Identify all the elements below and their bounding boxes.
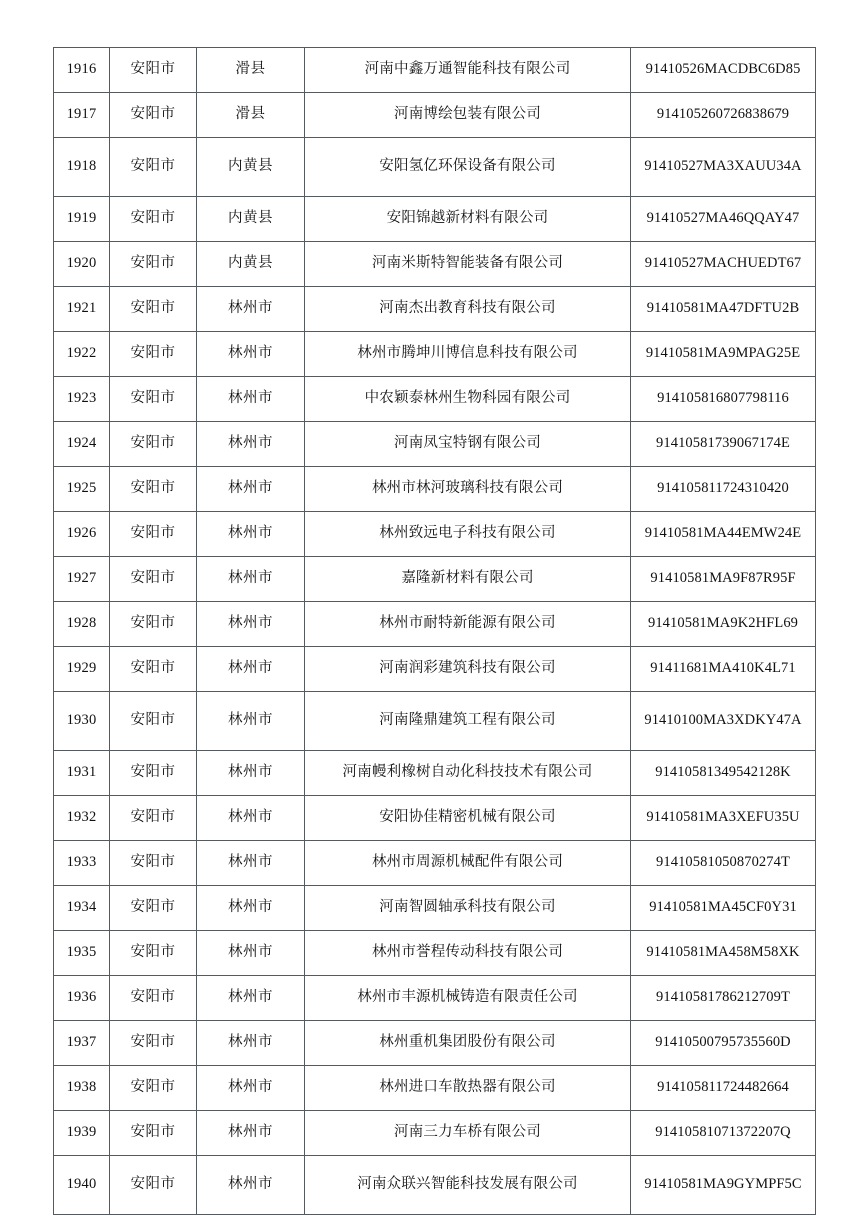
- cell-sequence-number: 1939: [54, 1111, 110, 1156]
- cell-county: 内黄县: [197, 242, 305, 287]
- cell-city: 安阳市: [110, 287, 197, 332]
- cell-city: 安阳市: [110, 602, 197, 647]
- cell-sequence-number: 1930: [54, 692, 110, 751]
- cell-county: 林州市: [197, 512, 305, 557]
- cell-county: 林州市: [197, 841, 305, 886]
- cell-company-name: 河南幔利橡树自动化科技技术有限公司: [305, 751, 631, 796]
- cell-city: 安阳市: [110, 138, 197, 197]
- cell-county: 内黄县: [197, 197, 305, 242]
- table-row: [54, 976, 816, 1021]
- table-row: [54, 931, 816, 976]
- cell-company-name: 河南中鑫万通智能科技有限公司: [305, 48, 631, 93]
- cell-unified-social-credit-code: 91410527MA46QQAY47: [631, 197, 816, 242]
- cell-county: 林州市: [197, 931, 305, 976]
- cell-sequence-number: 1918: [54, 138, 110, 197]
- table-row: [54, 422, 816, 467]
- cell-company-name: 河南博绘包装有限公司: [305, 93, 631, 138]
- cell-unified-social-credit-code: 91410500795735560D: [631, 1021, 816, 1066]
- cell-sequence-number: 1932: [54, 796, 110, 841]
- cell-county: 林州市: [197, 647, 305, 692]
- cell-unified-social-credit-code: 91410527MA3XAUU34A: [631, 138, 816, 197]
- cell-company-name: 林州市誉程传动科技有限公司: [305, 931, 631, 976]
- cell-sequence-number: 1935: [54, 931, 110, 976]
- table-row: [54, 1021, 816, 1066]
- cell-city: 安阳市: [110, 886, 197, 931]
- cell-unified-social-credit-code: 91410581MA3XEFU35U: [631, 796, 816, 841]
- cell-unified-social-credit-code: 91410581MA47DFTU2B: [631, 287, 816, 332]
- cell-county: 林州市: [197, 287, 305, 332]
- cell-county: 林州市: [197, 1111, 305, 1156]
- cell-company-name: 河南三力车桥有限公司: [305, 1111, 631, 1156]
- cell-sequence-number: 1927: [54, 557, 110, 602]
- cell-city: 安阳市: [110, 1021, 197, 1066]
- cell-county: 林州市: [197, 557, 305, 602]
- cell-company-name: 林州市丰源机械铸造有限责任公司: [305, 976, 631, 1021]
- table-row: [54, 841, 816, 886]
- cell-county: 林州市: [197, 1066, 305, 1111]
- cell-county: 滑县: [197, 48, 305, 93]
- cell-county: 林州市: [197, 467, 305, 512]
- cell-unified-social-credit-code: 91410581071372207Q: [631, 1111, 816, 1156]
- table-row: [54, 197, 816, 242]
- cell-sequence-number: 1940: [54, 1156, 110, 1215]
- cell-sequence-number: 1928: [54, 602, 110, 647]
- table-row: [54, 93, 816, 138]
- cell-unified-social-credit-code: 91410581349542128K: [631, 751, 816, 796]
- cell-unified-social-credit-code: 91410526MACDBC6D85: [631, 48, 816, 93]
- cell-city: 安阳市: [110, 931, 197, 976]
- table-row: [54, 1111, 816, 1156]
- cell-sequence-number: 1923: [54, 377, 110, 422]
- cell-city: 安阳市: [110, 512, 197, 557]
- cell-sequence-number: 1929: [54, 647, 110, 692]
- table-row: [54, 602, 816, 647]
- cell-unified-social-credit-code: 91410581MA9K2HFL69: [631, 602, 816, 647]
- cell-sequence-number: 1919: [54, 197, 110, 242]
- cell-company-name: 中农颖泰林州生物科园有限公司: [305, 377, 631, 422]
- cell-company-name: 嘉隆新材料有限公司: [305, 557, 631, 602]
- cell-sequence-number: 1933: [54, 841, 110, 886]
- cell-city: 安阳市: [110, 751, 197, 796]
- cell-county: 林州市: [197, 692, 305, 751]
- table-row: [54, 467, 816, 512]
- cell-county: 林州市: [197, 886, 305, 931]
- table-body: [54, 48, 816, 1215]
- cell-unified-social-credit-code: 914105260726838679: [631, 93, 816, 138]
- cell-company-name: 河南米斯特智能装备有限公司: [305, 242, 631, 287]
- table-row: [54, 48, 816, 93]
- cell-company-name: 河南众联兴智能科技发展有限公司: [305, 1156, 631, 1215]
- cell-sequence-number: 1924: [54, 422, 110, 467]
- registry-table-container: [53, 47, 815, 1215]
- cell-city: 安阳市: [110, 841, 197, 886]
- table-row: [54, 1156, 816, 1215]
- cell-county: 林州市: [197, 377, 305, 422]
- table-row: [54, 647, 816, 692]
- cell-city: 安阳市: [110, 242, 197, 287]
- cell-unified-social-credit-code: 91410581050870274T: [631, 841, 816, 886]
- cell-city: 安阳市: [110, 332, 197, 377]
- cell-unified-social-credit-code: 91411681MA410K4L71: [631, 647, 816, 692]
- cell-company-name: 安阳氢亿环保设备有限公司: [305, 138, 631, 197]
- cell-company-name: 林州市周源机械配件有限公司: [305, 841, 631, 886]
- cell-company-name: 河南杰出教育科技有限公司: [305, 287, 631, 332]
- cell-sequence-number: 1931: [54, 751, 110, 796]
- cell-sequence-number: 1937: [54, 1021, 110, 1066]
- cell-unified-social-credit-code: 914105811724310420: [631, 467, 816, 512]
- table-row: [54, 1066, 816, 1111]
- cell-company-name: 林州市耐特新能源有限公司: [305, 602, 631, 647]
- cell-company-name: 林州进口车散热器有限公司: [305, 1066, 631, 1111]
- cell-unified-social-credit-code: 91410581MA9MPAG25E: [631, 332, 816, 377]
- table-row: [54, 512, 816, 557]
- cell-unified-social-credit-code: 91410527MACHUEDT67: [631, 242, 816, 287]
- cell-unified-social-credit-code: 91410100MA3XDKY47A: [631, 692, 816, 751]
- cell-sequence-number: 1916: [54, 48, 110, 93]
- cell-city: 安阳市: [110, 647, 197, 692]
- cell-sequence-number: 1925: [54, 467, 110, 512]
- cell-county: 滑县: [197, 93, 305, 138]
- cell-city: 安阳市: [110, 796, 197, 841]
- table-row: [54, 287, 816, 332]
- cell-unified-social-credit-code: 914105816807798116: [631, 377, 816, 422]
- cell-city: 安阳市: [110, 1066, 197, 1111]
- table-row: [54, 557, 816, 602]
- cell-sequence-number: 1921: [54, 287, 110, 332]
- cell-company-name: 河南润彩建筑科技有限公司: [305, 647, 631, 692]
- cell-county: 林州市: [197, 332, 305, 377]
- cell-city: 安阳市: [110, 48, 197, 93]
- cell-sequence-number: 1936: [54, 976, 110, 1021]
- cell-company-name: 河南凤宝特钢有限公司: [305, 422, 631, 467]
- cell-company-name: 林州市腾坤川博信息科技有限公司: [305, 332, 631, 377]
- table-row: [54, 377, 816, 422]
- cell-city: 安阳市: [110, 197, 197, 242]
- cell-city: 安阳市: [110, 1111, 197, 1156]
- table-row: [54, 796, 816, 841]
- cell-sequence-number: 1926: [54, 512, 110, 557]
- cell-sequence-number: 1938: [54, 1066, 110, 1111]
- cell-unified-social-credit-code: 91410581MA45CF0Y31: [631, 886, 816, 931]
- cell-company-name: 林州重机集团股份有限公司: [305, 1021, 631, 1066]
- cell-company-name: 安阳协佳精密机械有限公司: [305, 796, 631, 841]
- table-row: [54, 332, 816, 377]
- table-row: [54, 751, 816, 796]
- cell-sequence-number: 1934: [54, 886, 110, 931]
- cell-city: 安阳市: [110, 377, 197, 422]
- cell-unified-social-credit-code: 91410581MA9GYMPF5C: [631, 1156, 816, 1215]
- cell-company-name: 安阳锦越新材料有限公司: [305, 197, 631, 242]
- cell-county: 林州市: [197, 1021, 305, 1066]
- cell-city: 安阳市: [110, 93, 197, 138]
- cell-sequence-number: 1922: [54, 332, 110, 377]
- cell-county: 林州市: [197, 422, 305, 467]
- cell-county: 林州市: [197, 796, 305, 841]
- cell-sequence-number: 1917: [54, 93, 110, 138]
- table-row: [54, 886, 816, 931]
- cell-company-name: 林州致远电子科技有限公司: [305, 512, 631, 557]
- cell-city: 安阳市: [110, 422, 197, 467]
- cell-unified-social-credit-code: 914105811724482664: [631, 1066, 816, 1111]
- cell-company-name: 河南智圆轴承科技有限公司: [305, 886, 631, 931]
- cell-city: 安阳市: [110, 976, 197, 1021]
- cell-sequence-number: 1920: [54, 242, 110, 287]
- cell-unified-social-credit-code: 91410581MA9F87R95F: [631, 557, 816, 602]
- cell-company-name: 林州市林河玻璃科技有限公司: [305, 467, 631, 512]
- table-row: [54, 242, 816, 287]
- table-row: [54, 138, 816, 197]
- registry-table: [53, 47, 816, 1215]
- cell-county: 林州市: [197, 602, 305, 647]
- cell-city: 安阳市: [110, 467, 197, 512]
- cell-city: 安阳市: [110, 557, 197, 602]
- cell-county: 林州市: [197, 976, 305, 1021]
- cell-unified-social-credit-code: 91410581739067174E: [631, 422, 816, 467]
- cell-county: 林州市: [197, 1156, 305, 1215]
- cell-unified-social-credit-code: 91410581786212709T: [631, 976, 816, 1021]
- table-row: [54, 692, 816, 751]
- cell-county: 内黄县: [197, 138, 305, 197]
- cell-unified-social-credit-code: 91410581MA458M58XK: [631, 931, 816, 976]
- cell-city: 安阳市: [110, 1156, 197, 1215]
- cell-unified-social-credit-code: 91410581MA44EMW24E: [631, 512, 816, 557]
- cell-company-name: 河南隆鼎建筑工程有限公司: [305, 692, 631, 751]
- cell-city: 安阳市: [110, 692, 197, 751]
- cell-county: 林州市: [197, 751, 305, 796]
